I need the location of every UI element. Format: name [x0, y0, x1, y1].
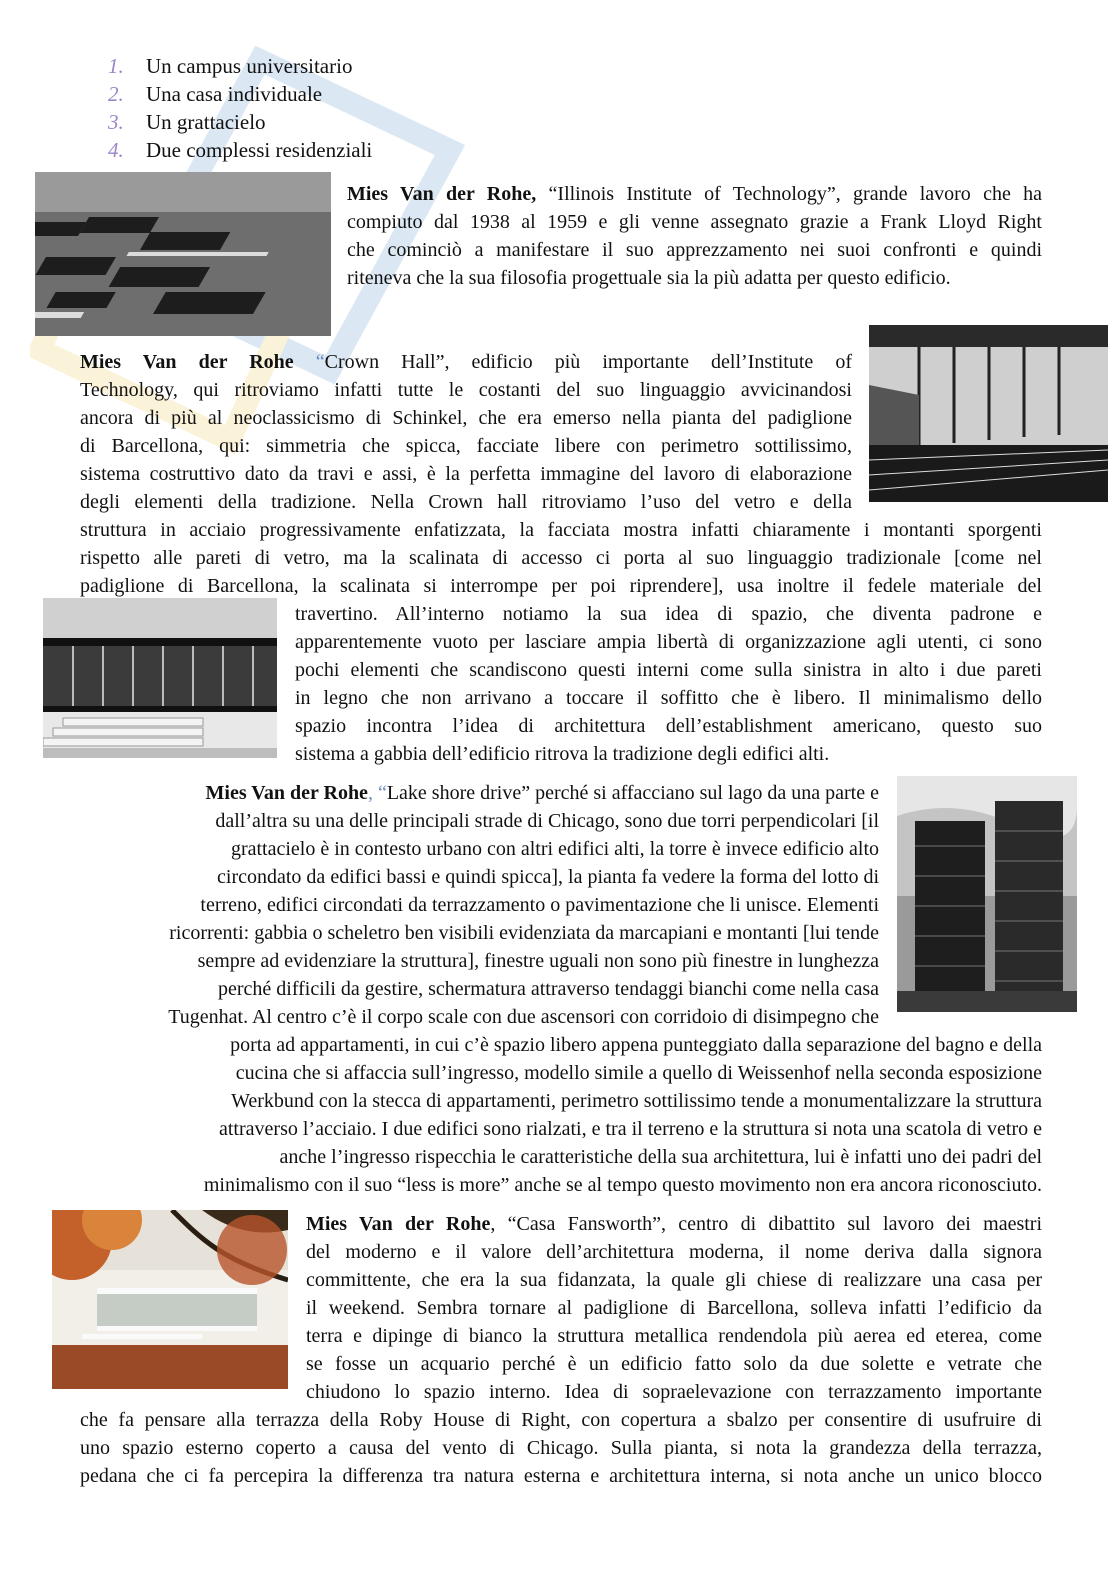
- section-lake-shore-left: Mies Van der Rohe, “Lake shore drive” perché si affacciano sul lago da una parte e dall’altra su una delle principali strade di Chicago, sono due torri perpendicolari [il grattacielo è in contesto urbano con altri edifici alti, la torre è invece edificio alto circondato da edifici bassi e quindi spicca], la pianta fa vedere la forma del lotto di terreno, edifici circondati da terrazzamento o pavimentazione che li unisce. Elementi ricorrenti: gabbia o scheletro ben visibili evidenziata da marcapiani e montanti [lui tende sempre ad evidenziare la struttura], finestre uguali non sono più finestre in lunghezza perché difficili da gestire, schermatura attraverso tendaggi bianchi come nella casa Tugenhat. Al centro c’è il corpo scale con due ascensori con corridoio di disimpegno che: [168, 782, 879, 1028]
- section-farnsworth-right: Mies Van der Rohe, “Casa Fansworth”, centro di dibattito sul lavoro dei maestri del moderno e il valore dell’architettura moderna, il nome deriva dalla signora committente, che era la sua fidanzata, la quale gli chiese di realizzare una casa per il weekend. Sembra tornare al padiglione di Barcellona, solleva infatti l’edificio da terra e dipinge di bianco la struttura metallica rendendola più aerea ed eterea, come se fosse un acquario perché è un edificio fatto solo da due solette e vetrate che chiudono lo spazio interno. Idea di sopraelevazione con terrazzamento importante: [306, 1213, 1043, 1403]
- section-lake-shore-full: porta ad appartamenti, in cui c’è spazio libero appena punteggiato dalla separazione del bagno e della cucina che si affaccia sull’ingresso, modello simile a quello di Weissenhof nella seconda esposizione Werkbund con la stecca di appartamenti, perimetro sottilissimo tende a monumentalizzare la struttura attraverso l’acciaio. I due edifici sono rialzati, e tra il terreno e la struttura si nota una scatola di vetro e anche l’ingresso rispecchia le caratteristiche della sua architettura, lui è infatti uno dei padri del minimalismo con il suo “less is more” anche se al tempo questo movimento non era ancora riconosciuto.: [203, 1034, 1042, 1196]
- section-iit: Mies Van der Rohe, “Illinois Institute of Technology”, grande lavoro che ha compiuto dal 1938 al 1959 e gli venne assegnato grazie a Frank Lloyd Right che cominciò a manifestare il suo apprezzamento nei suoi confronti e quindi riteneva che la sua filosofia progettuale sia la più adatta per questo edificio.: [347, 183, 1042, 289]
- lake-shore-drive-photo: [897, 776, 1077, 1012]
- author-name: Mies Van der Rohe: [306, 1213, 491, 1235]
- list-item: 1. Un campus universitario: [108, 54, 353, 78]
- section-farnsworth-full: che fa pensare alla terrazza della Roby House di Right, con copertura a sbalzo per consentire di usufruire di uno spazio esterno coperto a causa del vento di Chicago. Sulla pianta, si nota la grandezza della terrazza, pedana che ci fa percepira la differenza tra natura esterna e architettura interna, si nota anche un unico blocco: [80, 1409, 1042, 1487]
- author-name: Mies Van der Rohe: [80, 351, 294, 373]
- author-name: Mies Van der Rohe: [205, 782, 368, 804]
- list-item: 2. Una casa individuale: [108, 82, 323, 106]
- iit-campus-photo: [35, 172, 331, 336]
- section-crown-hall-full: struttura in acciaio progressivamente enfatizzata, la facciata mostra infatti chiaramente i montanti sporgenti rispetto alle pareti di vetro, ma la scalinata di accesso ci porta al suo linguaggio tradizionale [come nel padiglione di Barcellona, la scalinata si interrompe per poi riprendere], usa inoltre il fedele materiale del: [80, 519, 1042, 597]
- list-item: 4. Due complessi residenziali: [108, 138, 373, 162]
- section-crown-hall-right: travertino. All’interno notiamo la sua idea di spazio, che diventa padrone e apparentemente vuoto per lasciare ampia libertà di organizzazione agli utenti, ci sono pochi elementi che scandiscono questi interni come sulla sinistra in alto i due pareti in legno che non arrivano a toccare il soffitto che è libero. Il minimalismo dello spazio incontra l’idea di architettura dell’establishment americano, questo suo sistema a gabbia dell’edificio ritrova la tradizione degli edifici alti.: [295, 603, 1042, 765]
- farnsworth-house-photo: [52, 1210, 288, 1389]
- author-name: Mies Van der Rohe,: [347, 183, 537, 205]
- list-item: 3. Un grattacielo: [108, 110, 266, 134]
- intro-list: [108, 52, 372, 164]
- section-crown-hall-top: Mies Van der Rohe “Crown Hall”, edificio più importante dell’Institute of Technology, qui ritroviamo infatti tutte le costanti del suo linguaggio avvicinandosi ancora di più al neoclassicismo di Schinkel, che era emerso nella pianta del padiglione di Barcellona, qui: simmetria che spicca, facciate libere con perimetro sottilissimo, sistema costruttivo dato da travi e assi, è la perfetta immagine del lavoro di elaborazione degli elementi della tradizione. Nella Crown hall ritroviamo l’uso del vetro e della: [80, 351, 852, 513]
- crown-hall-exterior-photo: [43, 598, 277, 758]
- crown-hall-interior-photo: [869, 325, 1108, 502]
